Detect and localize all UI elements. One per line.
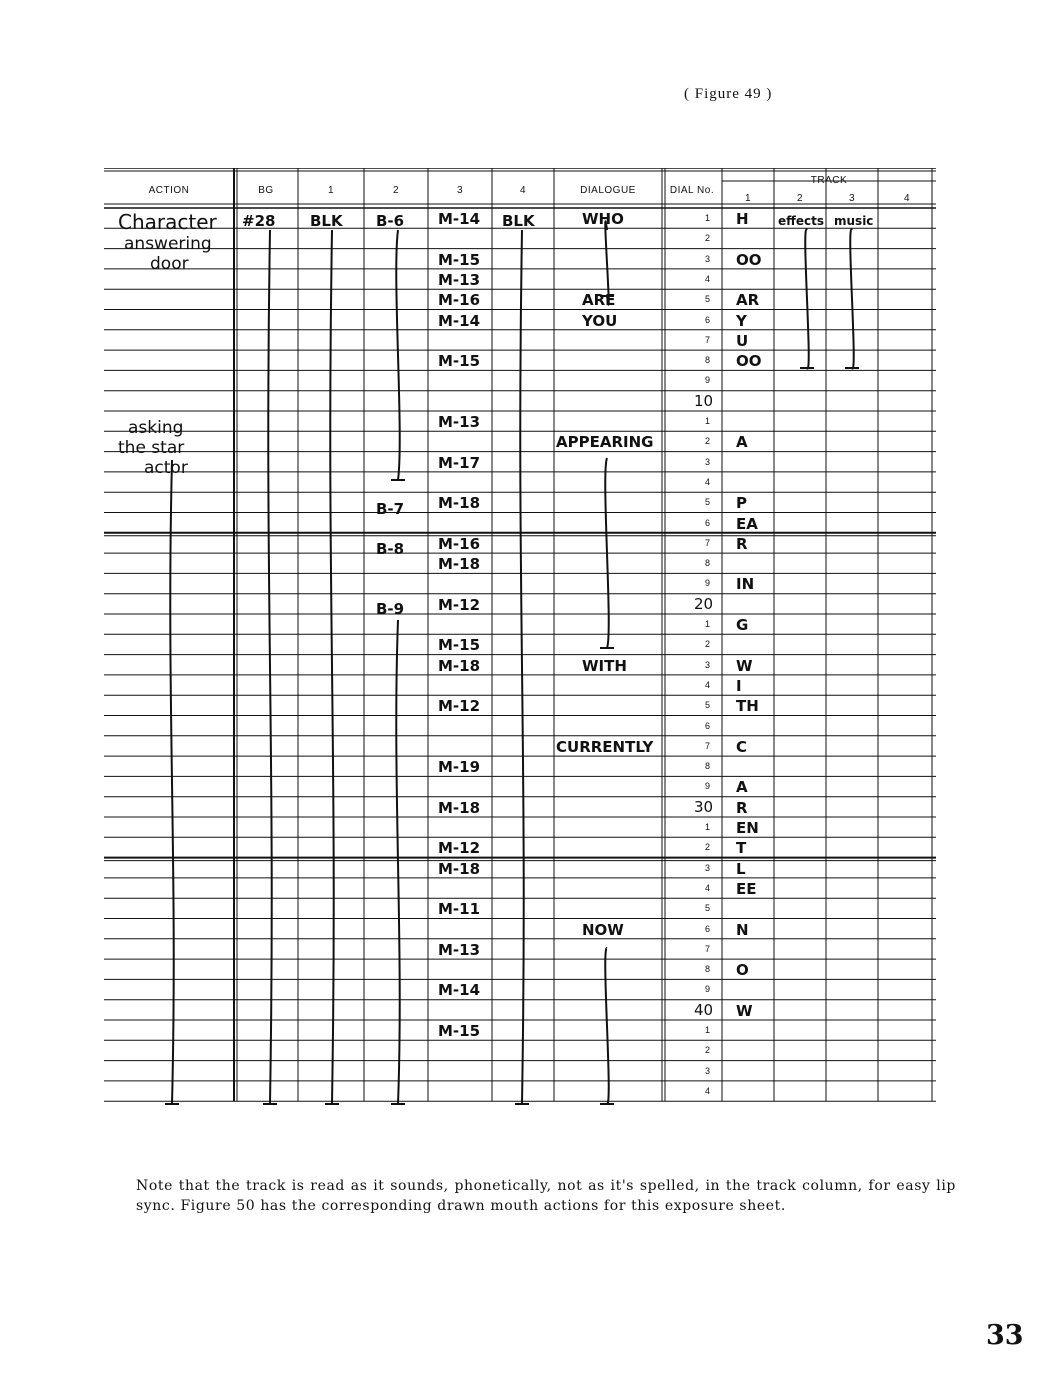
level3-entry: M-14 xyxy=(438,981,481,1000)
frame-number: 2 xyxy=(704,842,710,853)
frame-number: 6 xyxy=(704,923,710,934)
header-level-4: 4 xyxy=(519,185,527,196)
frame-number: 3 xyxy=(704,1065,710,1076)
header-dial-no: DIAL No. xyxy=(669,185,715,196)
bg-entry: #28 xyxy=(242,212,276,230)
frame-number: 4 xyxy=(704,882,710,893)
frame-number: 3 xyxy=(704,253,710,264)
frame-number: 1 xyxy=(704,822,710,832)
level1-entry: BLK xyxy=(310,212,343,230)
level3-entry: M-12 xyxy=(438,595,481,614)
track1-entry: T xyxy=(736,839,747,858)
frame-number: 7 xyxy=(704,334,710,345)
action-note-2: answering xyxy=(124,234,212,254)
track1-entry: R xyxy=(736,798,748,817)
track1-entry: OO xyxy=(736,352,762,371)
frame-number: 2 xyxy=(704,436,710,447)
frame-number: 9 xyxy=(704,781,710,792)
level3-entry: M-18 xyxy=(438,656,481,675)
frame-number: 7 xyxy=(704,740,710,751)
header-track-2: 2 xyxy=(796,193,804,204)
frame-number: 9 xyxy=(704,375,710,386)
frame-number: 4 xyxy=(704,273,710,284)
track1-entry: OO xyxy=(736,250,762,269)
header-dialogue: DIALOGUE xyxy=(580,185,636,196)
frame-number: 1 xyxy=(704,416,710,426)
track1-entry: G xyxy=(736,616,749,634)
frame-number: 3 xyxy=(704,862,710,873)
frame-number: 8 xyxy=(704,355,710,366)
level2-entry-b8: B-8 xyxy=(376,540,405,558)
level3-entry: M-18 xyxy=(438,859,481,878)
track1-entry: N xyxy=(736,920,749,939)
level4-entry: BLK xyxy=(502,212,535,230)
track1-entry: H xyxy=(736,210,749,228)
action-hold-line xyxy=(165,460,179,1104)
frame-number: 5 xyxy=(704,903,710,914)
action-note-6: actor xyxy=(144,458,188,478)
header-level-1: 1 xyxy=(327,185,335,196)
level2-hold-line xyxy=(391,620,405,1104)
action-note-4: asking xyxy=(128,418,184,438)
exposure-sheet xyxy=(104,168,936,1116)
figure-caption: ( Figure 49 ) xyxy=(684,86,773,102)
frame-number: 20 xyxy=(694,594,714,613)
level3-entry: M-16 xyxy=(438,291,481,310)
dialogue-entry: APPEARING xyxy=(556,433,654,452)
bg-hold-line xyxy=(263,230,277,1104)
level1-hold-line xyxy=(325,230,339,1104)
track2-hold-line xyxy=(800,229,814,368)
level3-entry: M-15 xyxy=(438,250,481,269)
frame-number: 9 xyxy=(704,578,710,589)
frame-number: 5 xyxy=(704,294,710,305)
level2-entry-b6: B-6 xyxy=(376,212,405,230)
level3-entry: M-11 xyxy=(438,900,481,919)
level3-entry: M-15 xyxy=(438,352,481,371)
track1-entry: U xyxy=(736,331,749,350)
track1-entry: EA xyxy=(736,514,758,533)
frame-number: 2 xyxy=(704,639,710,650)
level3-entry: M-12 xyxy=(438,839,481,858)
track1-entry: W xyxy=(736,1001,753,1020)
level3-entry: M-12 xyxy=(438,697,481,716)
level3-entry: M-18 xyxy=(438,555,481,574)
track1-entry: C xyxy=(736,737,748,756)
frame-number: 5 xyxy=(704,700,710,711)
dialogue-entry: YOU xyxy=(582,311,618,330)
frame-number: 4 xyxy=(704,1085,710,1096)
frame-number: 2 xyxy=(704,1045,710,1056)
track3-hold-line xyxy=(845,229,859,368)
frame-number: 6 xyxy=(704,314,710,325)
frame-number: 40 xyxy=(694,1000,714,1019)
level3-entry: M-13 xyxy=(438,270,481,289)
track1-entry: EN xyxy=(736,819,759,837)
track1-entry: TH xyxy=(736,697,759,716)
track1-entry: IN xyxy=(736,575,755,594)
frame-number: 4 xyxy=(704,679,710,690)
page-number: 33 xyxy=(986,1320,1024,1351)
frame-number: 3 xyxy=(704,659,710,670)
action-note-3: door xyxy=(150,254,189,274)
level3-entry: M-14 xyxy=(438,311,481,330)
level3-entry: M-19 xyxy=(438,758,481,777)
frame-number: 7 xyxy=(704,943,710,954)
header-track-4: 4 xyxy=(903,193,911,204)
frame-number: 2 xyxy=(704,233,710,244)
level3-entry: M-15 xyxy=(438,1022,481,1040)
track1-entry: EE xyxy=(736,879,757,898)
header-action: ACTION xyxy=(148,185,190,196)
track1-entry: L xyxy=(736,859,746,878)
level3-entry: M-18 xyxy=(438,798,481,817)
track2-entry: effects xyxy=(778,214,824,228)
level3-entry: M-17 xyxy=(438,453,481,472)
frame-number: 1 xyxy=(704,619,710,629)
track1-entry: W xyxy=(736,656,753,675)
track1-entry: I xyxy=(736,676,742,695)
action-note-5: the star xyxy=(118,438,185,458)
level2-entry-b9: B-9 xyxy=(376,600,405,618)
track1-entry: R xyxy=(736,534,748,553)
frame-number: 8 xyxy=(704,964,710,975)
header-track-1: 1 xyxy=(744,193,752,204)
frame-number: 1 xyxy=(704,213,710,223)
level2-entry-b7: B-7 xyxy=(376,500,405,518)
level3-entry: M-13 xyxy=(438,413,481,431)
frame-number: 3 xyxy=(704,456,710,467)
track1-entry: A xyxy=(736,433,748,452)
track1-entry: A xyxy=(736,778,748,797)
level3-entry: M-13 xyxy=(438,940,481,959)
track3-entry: music xyxy=(834,214,874,228)
level2-hold-line xyxy=(391,230,405,480)
level3-entry: M-15 xyxy=(438,636,481,655)
header-track: TRACK xyxy=(810,175,848,186)
track1-entry: Y xyxy=(736,311,747,330)
dialogue-entry: ARE xyxy=(582,291,616,310)
level3-entry: M-18 xyxy=(438,494,481,513)
header-track-3: 3 xyxy=(848,193,856,204)
header-bg: BG xyxy=(258,185,274,196)
track1-entry: O xyxy=(736,961,749,980)
dialogue-entry: WHO xyxy=(582,210,624,228)
level4-hold-line xyxy=(515,230,529,1104)
frame-number: 30 xyxy=(694,797,714,816)
frame-number: 6 xyxy=(704,720,710,731)
header-level-2: 2 xyxy=(392,185,400,196)
frame-number: 8 xyxy=(704,761,710,772)
frame-number: 1 xyxy=(704,1025,710,1035)
frame-number: 5 xyxy=(704,497,710,508)
action-note-1: Character xyxy=(118,210,217,234)
frame-number: 8 xyxy=(704,558,710,569)
level3-entry: M-16 xyxy=(438,534,481,553)
track1-entry: P xyxy=(736,494,747,513)
figure-note: Note that the track is read as it sounds, phonetically, not as it's spelled, in the track column, for easy lip sync. Figure 50 has the corresponding drawn mouth actions for this exposure sheet. xyxy=(136,1178,956,1214)
frame-number: 10 xyxy=(694,391,714,410)
frame-number: 7 xyxy=(704,537,710,548)
dialogue-entry: WITH xyxy=(582,656,627,675)
frame-number: 9 xyxy=(704,984,710,995)
track1-entry: AR xyxy=(736,291,760,310)
dialogue-entry: CURRENTLY xyxy=(556,737,654,756)
level3-entry: M-14 xyxy=(438,210,481,228)
frame-number: 6 xyxy=(704,517,710,528)
dialogue-entry: NOW xyxy=(582,920,624,939)
header-level-3: 3 xyxy=(456,185,464,196)
frame-number: 4 xyxy=(704,476,710,487)
sheet-grid xyxy=(104,168,936,1116)
